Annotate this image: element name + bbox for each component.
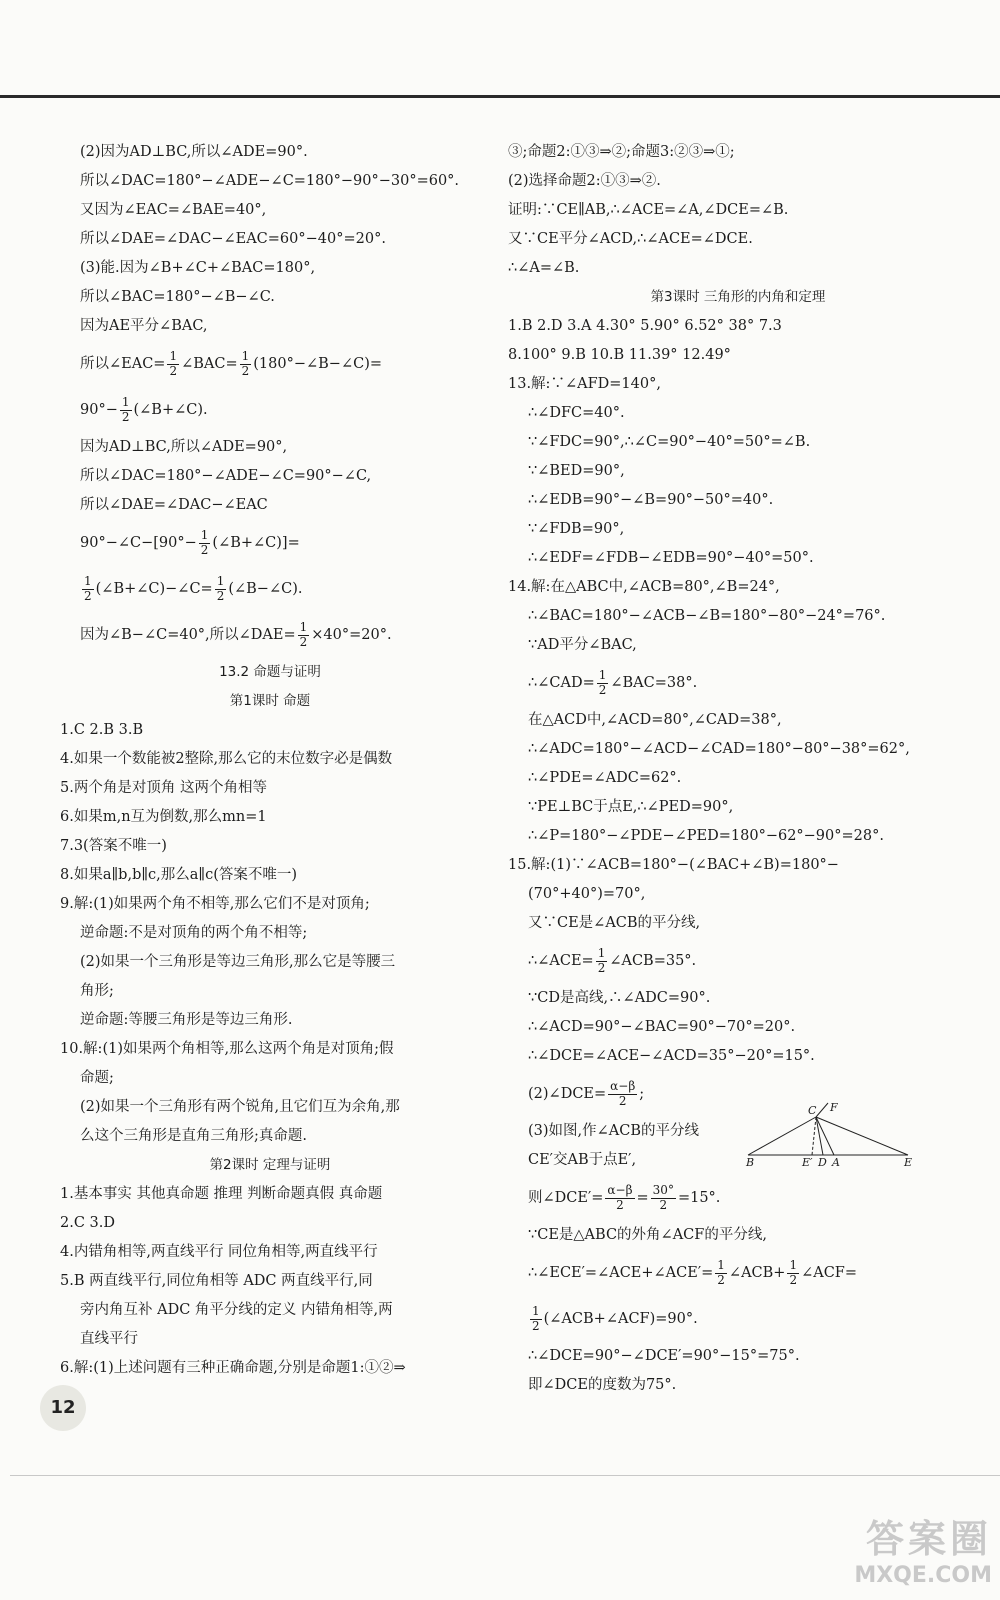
text-line: 所以∠DAE=∠DAC−∠EAC=60°−40°=20°. bbox=[80, 231, 386, 247]
figure-line bbox=[812, 1117, 816, 1155]
math-line: 90°−∠C−[90°− $\frac{1}{2}$ (∠B+∠C)]= bbox=[80, 528, 300, 557]
text-line: 7.3(答案不唯一) bbox=[60, 838, 167, 854]
math-line: ∴∠ECE′=∠ACE+∠ACE′= $\frac{1}{2}$ ∠ACB+ $\frac{1}{2}$ ∠ACF= bbox=[528, 1258, 858, 1287]
text-line: 9.解:(1)如果两个角不相等,那么它们不是对顶角; bbox=[60, 896, 370, 912]
math-line: ∴∠CAD= $\frac{1}{2}$ ∠BAC=38°. bbox=[528, 668, 698, 697]
fraction: $\frac{1}{2}$ bbox=[200, 528, 209, 557]
text-line: CE′交AB于点E′, bbox=[528, 1152, 637, 1168]
figure-line bbox=[816, 1117, 834, 1155]
text-line: 么这个三角形是直角三角形;真命题. bbox=[80, 1128, 307, 1144]
fraction: $\frac{1}{2}$ bbox=[717, 1258, 725, 1287]
text-line: 2.C 3.D bbox=[60, 1215, 115, 1231]
text-line: (3)能.因为∠B+∠C+∠BAC=180°, bbox=[80, 260, 316, 276]
watermark-url: MXQE.COM bbox=[854, 1563, 992, 1588]
math-line: $\frac{1}{2}$ (∠B+∠C)−∠C= $\frac{1}{2}$ (∠B−∠C). bbox=[84, 574, 303, 603]
figure-label: B bbox=[746, 1156, 755, 1169]
text-line: (2)因为AD⊥BC,所以∠ADE=90°. bbox=[80, 144, 308, 160]
fraction: $\frac{1}{2}$ bbox=[169, 349, 178, 378]
text-line: ∴∠EDB=90°−∠B=90°−50°=40°. bbox=[528, 492, 774, 508]
fraction: $\frac{1}{2}$ bbox=[299, 620, 308, 649]
fraction: $\frac{1}{2}$ bbox=[789, 1258, 798, 1287]
math-line: 因为∠B−∠C=40°,所以∠DAE= $\frac{1}{2}$ ×40°=20°. bbox=[80, 620, 392, 649]
text-line: ∴∠A=∠B. bbox=[508, 260, 580, 276]
text-line: 所以∠DAE=∠DAC−∠EAC bbox=[80, 497, 268, 513]
text-line: 命题; bbox=[80, 1070, 114, 1086]
text-line: 所以∠BAC=180°−∠B−∠C. bbox=[80, 289, 275, 305]
text-line: ∵∠BED=90°, bbox=[528, 463, 625, 479]
text-line: 所以∠DAC=180°−∠ADE−∠C=90°−∠C, bbox=[80, 468, 372, 484]
fraction: $\frac{30^\circ}{2}$ bbox=[652, 1183, 674, 1212]
text-line: (2)如果一个三角形是等边三角形,那么它是等腰三 bbox=[80, 954, 396, 970]
text-line: 6.如果m,n互为倒数,那么mn=1 bbox=[60, 809, 267, 825]
text-line: ∴∠DCE=∠ACE−∠ACD=35°−20°=15°. bbox=[528, 1048, 815, 1064]
lesson-title: 第2课时 定理与证明 bbox=[209, 1157, 331, 1173]
text-line: ∵CE是△ABC的外角∠ACF的平分线, bbox=[528, 1227, 767, 1243]
left-column bbox=[60, 138, 480, 1383]
text-line: 1.C 2.B 3.B bbox=[60, 722, 144, 738]
figure-label: A bbox=[832, 1156, 840, 1169]
text-line: 又∵CE平分∠ACD,∴∠ACE=∠DCE. bbox=[508, 231, 753, 247]
text-line: 8.100° 9.B 10.B 11.39° 12.49° bbox=[508, 347, 731, 363]
text-line: 4.内错角相等,两直线平行 同位角相等,两直线平行 bbox=[60, 1244, 378, 1260]
text-line: 即∠DCE的度数为75°. bbox=[528, 1377, 677, 1393]
figure-label: F bbox=[830, 1101, 838, 1114]
text-line: 15.解:(1)∵∠ACB=180°−(∠BAC+∠B)=180°− bbox=[508, 857, 839, 873]
figure-line bbox=[816, 1103, 828, 1117]
site-watermark bbox=[854, 1508, 992, 1588]
fraction: $\frac{1}{2}$ bbox=[597, 946, 606, 975]
triangle-figure bbox=[746, 1101, 928, 1169]
text-line: 5.B 两直线平行,同位角相等 ADC 两直线平行,同 bbox=[60, 1273, 373, 1289]
page-number: 12 bbox=[40, 1385, 86, 1431]
text-line: 在△ACD中,∠ACD=80°,∠CAD=38°, bbox=[528, 712, 782, 728]
text-line: 所以∠DAC=180°−∠ADE−∠C=180°−90°−30°=60°. bbox=[80, 173, 460, 189]
text-line: 又因为∠EAC=∠BAE=40°, bbox=[80, 202, 267, 218]
text-line: ∵CD是高线,∴∠ADC=90°. bbox=[528, 990, 711, 1006]
fraction: $\frac{1}{2}$ bbox=[532, 1304, 540, 1333]
text-line: 5.两个角是对顶角 这两个角相等 bbox=[60, 780, 267, 796]
section-title: 13.2 命题与证明 bbox=[219, 664, 321, 680]
text-line: 因为AE平分∠BAC, bbox=[80, 318, 208, 334]
text-line: ∵∠FDC=90°,∴∠C=90°−40°=50°=∠B. bbox=[528, 434, 811, 450]
figure-line bbox=[816, 1117, 823, 1155]
math-line: 所以∠EAC= $\frac{1}{2}$ ∠BAC= $\frac{1}{2}$ (180°−∠B−∠C)= bbox=[80, 349, 383, 378]
text-line: ∴∠EDF=∠FDB−∠EDB=90°−40°=50°. bbox=[528, 550, 814, 566]
text-line: ∵∠FDB=90°, bbox=[528, 521, 625, 537]
text-line: 逆命题:不是对顶角的两个角不相等; bbox=[80, 925, 308, 941]
text-line: 6.解:(1)上述问题有三种正确命题,分别是命题1:①②⇒ bbox=[60, 1360, 406, 1376]
text-line: ∵AD平分∠BAC, bbox=[528, 637, 637, 653]
text-line: 又∵CE是∠ACB的平分线, bbox=[528, 915, 701, 931]
text-line: 角形; bbox=[80, 983, 114, 999]
math-line: $\frac{1}{2}$ (∠ACB+∠ACF)=90°. bbox=[532, 1304, 698, 1333]
text-line: 逆命题:等腰三角形是等边三角形. bbox=[80, 1012, 293, 1028]
figure-line bbox=[748, 1117, 816, 1155]
text-line: 1.B 2.D 3.A 4.30° 5.90° 6.52° 38° 7.3 bbox=[508, 318, 782, 334]
figure-label: D bbox=[818, 1156, 827, 1169]
text-line: ∴∠ADC=180°−∠ACD−∠CAD=180°−80°−38°=62°, bbox=[528, 741, 910, 757]
math-line: 则∠DCE′= $\frac{\alpha-\beta}{2}$ = $\frac{30^\circ}{2}$ =15°. bbox=[528, 1183, 721, 1212]
text-line: ∴∠ACD=90°−∠BAC=90°−70°=20°. bbox=[528, 1019, 796, 1035]
fraction: $\frac{\alpha-\beta}{2}$ bbox=[607, 1183, 633, 1212]
text-line: ∵PE⊥BC于点E,∴∠PED=90°, bbox=[528, 799, 734, 815]
fraction: $\frac{1}{2}$ bbox=[84, 574, 92, 603]
watermark-logo: 答案圈 bbox=[865, 1517, 992, 1561]
math-line: 90°− $\frac{1}{2}$ (∠B+∠C). bbox=[80, 395, 208, 424]
text-line: 旁内角互补 ADC 角平分线的定义 内错角相等,两 bbox=[80, 1302, 393, 1318]
right-column bbox=[508, 138, 968, 1400]
fraction: $\frac{1}{2}$ bbox=[216, 574, 225, 603]
figure-line bbox=[816, 1117, 908, 1155]
text-line: (2)选择命题2:①③⇒②. bbox=[508, 173, 661, 189]
fraction: $\frac{1}{2}$ bbox=[241, 349, 250, 378]
text-line: 10.解:(1)如果两个角相等,那么这两个角是对顶角;假 bbox=[60, 1041, 394, 1057]
text-line: ∴∠DCE=90°−∠DCE′=90°−15°=75°. bbox=[528, 1348, 800, 1364]
text-line: 13.解:∵∠AFD=140°, bbox=[508, 376, 661, 392]
text-line: 直线平行 bbox=[80, 1331, 138, 1347]
text-line: (3)如图,作∠ACB的平分线 bbox=[528, 1123, 700, 1139]
text-line: (2)如果一个三角形有两个锐角,且它们互为余角,那 bbox=[80, 1099, 400, 1115]
figure-label: E′ bbox=[802, 1156, 813, 1169]
lesson-title: 第1课时 命题 bbox=[229, 693, 311, 709]
text-line: ③;命题2:①③⇒②;命题3:②③⇒①; bbox=[508, 144, 735, 160]
text-line: (70°+40°)=70°, bbox=[528, 886, 646, 902]
text-line: 证明:∵CE∥AB,∴∠ACE=∠A,∠DCE=∠B. bbox=[508, 202, 789, 218]
fraction: $\frac{1}{2}$ bbox=[121, 395, 130, 424]
text-line: 4.如果一个数能被2整除,那么它的末位数字必是偶数 bbox=[60, 751, 393, 767]
text-line: 8.如果a∥b,b∥c,那么a∥c(答案不唯一) bbox=[60, 867, 298, 883]
top-border bbox=[0, 95, 1000, 98]
figure-label: C bbox=[808, 1104, 817, 1117]
text-line: 14.解:在△ABC中,∠ACB=80°,∠B=24°, bbox=[508, 579, 780, 595]
text-line: 因为AD⊥BC,所以∠ADE=90°, bbox=[80, 439, 288, 455]
text-line: ∴∠BAC=180°−∠ACB−∠B=180°−80°−24°=76°. bbox=[528, 608, 886, 624]
fraction: $\frac{\alpha-\beta}{2}$ bbox=[610, 1079, 636, 1108]
math-line: (2)∠DCE= $\frac{\alpha-\beta}{2}$ ; bbox=[528, 1079, 645, 1108]
lesson-title: 第3课时 三角形的内角和定理 bbox=[650, 289, 826, 305]
figure-label: E bbox=[904, 1156, 913, 1169]
bottom-border bbox=[10, 1475, 1000, 1476]
fraction: $\frac{1}{2}$ bbox=[598, 668, 607, 697]
text-line: ∴∠P=180°−∠PDE−∠PED=180°−62°−90°=28°. bbox=[528, 828, 884, 844]
text-line: 1.基本事实 其他真命题 推理 判断命题真假 真命题 bbox=[60, 1186, 383, 1202]
text-line: ∴∠DFC=40°. bbox=[528, 405, 625, 421]
math-line: ∴∠ACE= $\frac{1}{2}$ ∠ACB=35°. bbox=[528, 946, 697, 975]
text-line: ∴∠PDE=∠ADC=62°. bbox=[528, 770, 682, 786]
